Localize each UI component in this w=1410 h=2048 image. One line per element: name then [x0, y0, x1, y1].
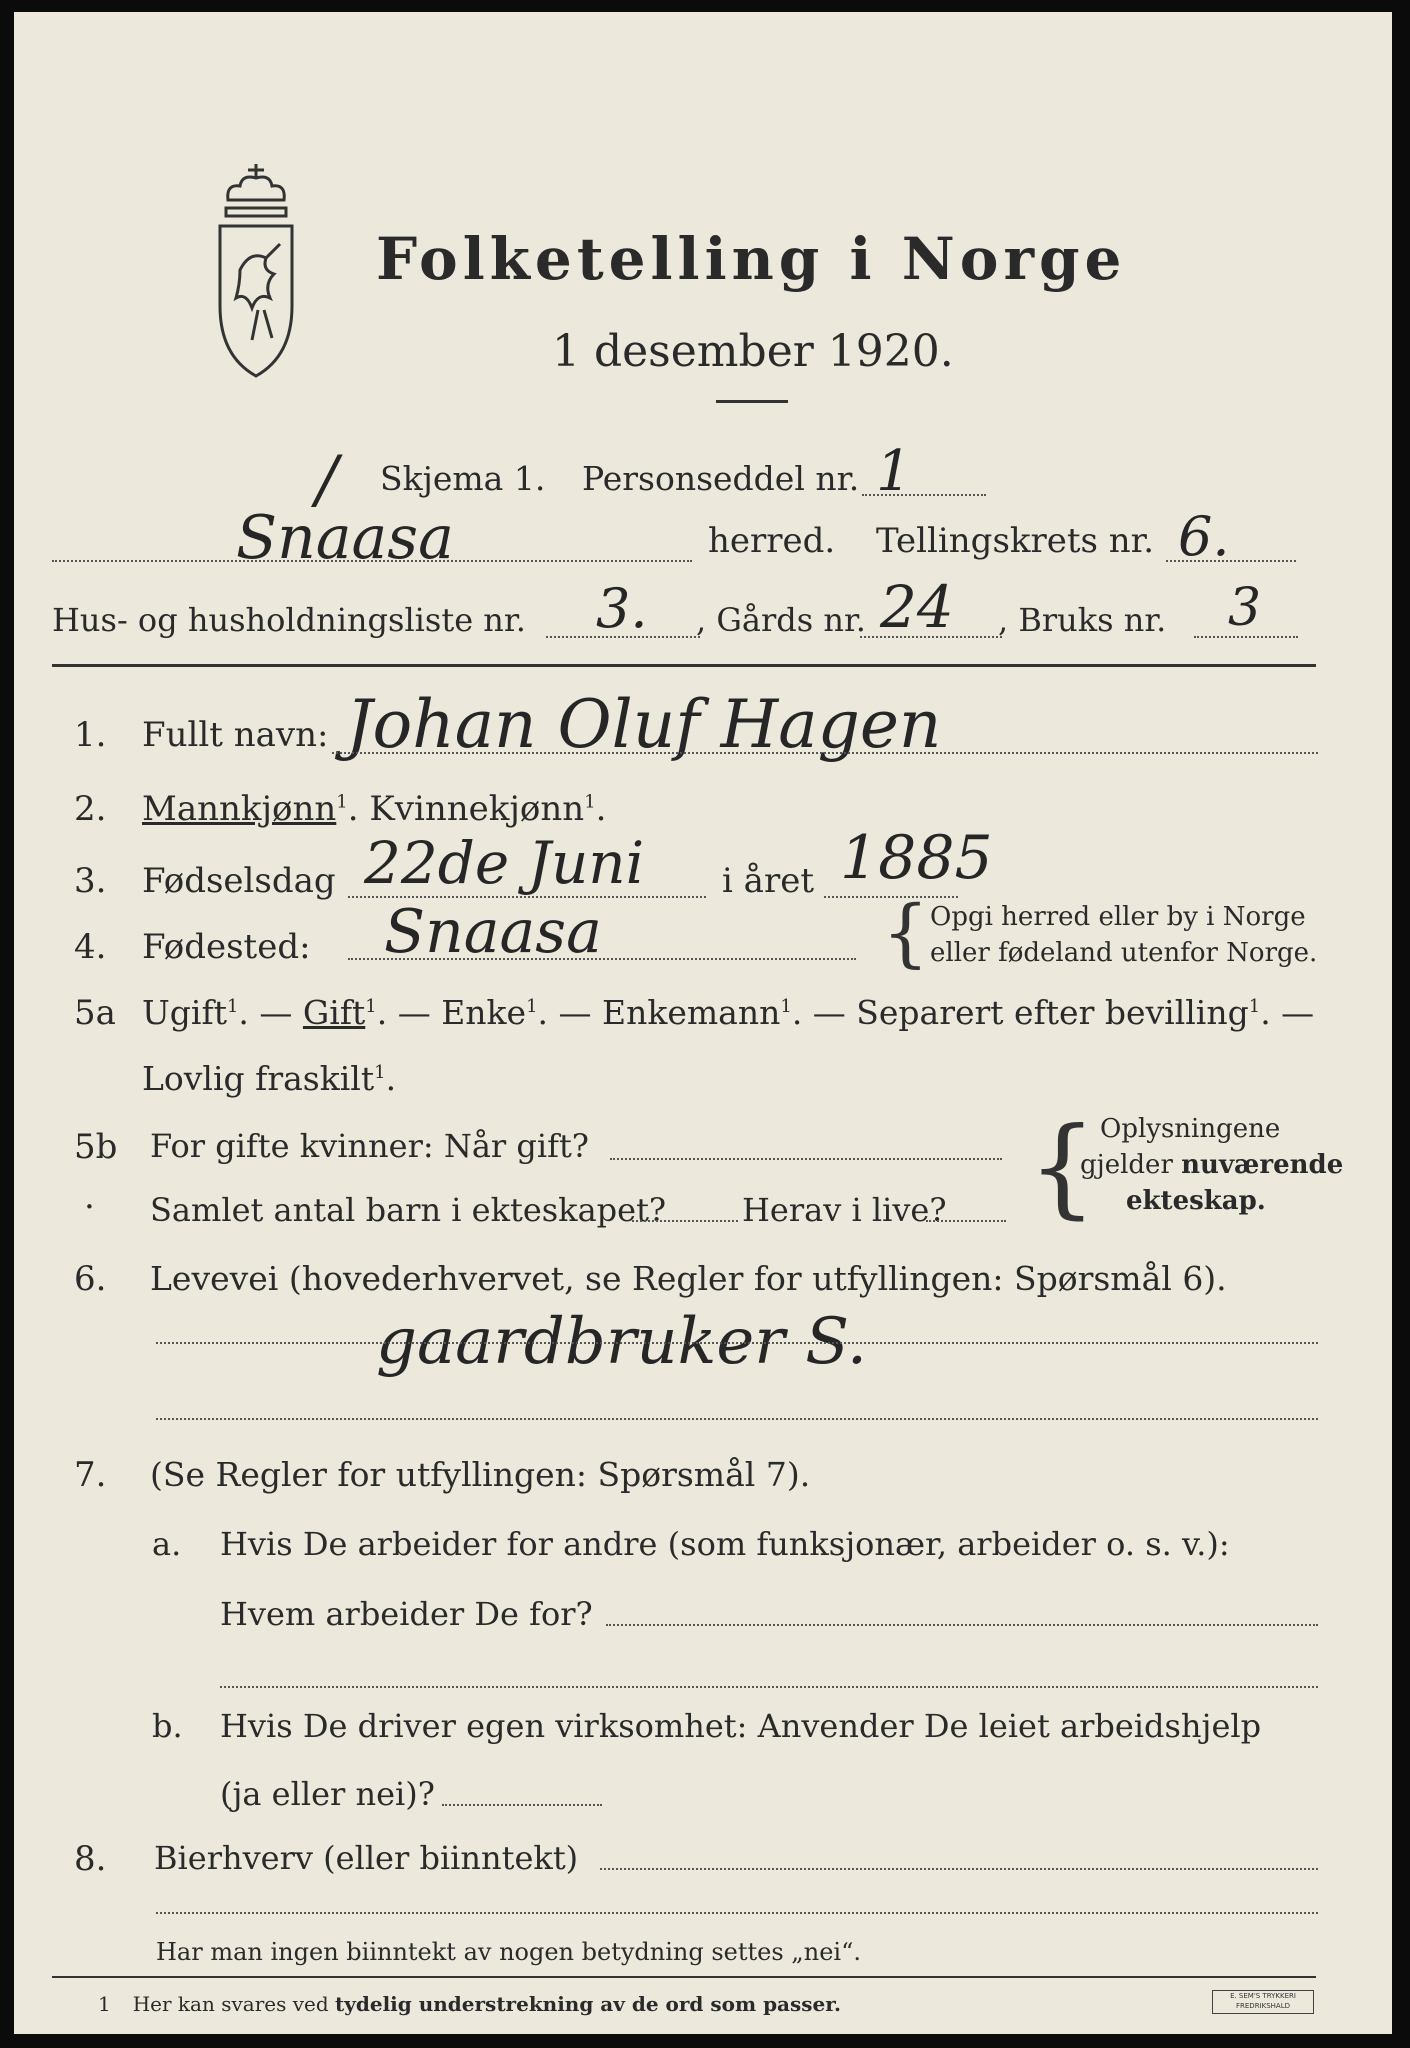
q5a-marital-options: Ugift$^1$. — Gift$^1$. — Enke$^1$. — Enkemann$^1$. — Separert efter bevilling$^1$. — — [142, 993, 1315, 1032]
occupation-value: gaardbruker S. — [376, 1305, 868, 1379]
q3-number: 3. — [74, 861, 107, 901]
personseddel-value: 1 — [876, 439, 912, 504]
q7b-line-2: (ja eller nei)? — [220, 1775, 435, 1813]
q8-number: 8. — [74, 1839, 107, 1879]
q7a-line-2: Hvem arbeider De for? — [220, 1595, 593, 1633]
census-form-sheet: Folketelling i Norge 1 desember 1920. / Skjema 1. Personseddel nr. 1 Snaasa herred. Tellingskrets nr. 6. Hus- og husholdningsliste nr. 3. , Gårds nr. 24 , Bruks nr. 3 1. Fullt navn: Johan Oluf Hagen 2. Mannkjønn$^1$. Kvinnekjønn$^1$. 3. Fødselsdag 22de Juni i året 1885 4. Fødested: Snaasa { Opgi herred eller by i Norge eller fødeland utenfor Norge. 5a Ugift$^1$. — Gift$^1$. — Enke$^1$. — Enkemann$^1$. — Separert efter bevilling$^1$. — Lovlig fraskilt$^1$. 5b For gifte kvinner: Når gift? . Samlet antal barn i ekteskapet? Herav i live? { Oplysningene gjelder nuværende ekteskap. 6. Levevei (hovederhvervet, se Regler for utfyllingen: Spørsmål 6). gaardbruker S. 7. (Se Regler for utfyllingen: Spørsmål 7). a. Hvis De arbeider for andre (som funksjonær, arbeider o. s. v.): Hvem arbeider De for? b. Hvis De driver egen virksomhet: Anvender De leiet arbeidshjelp (ja eller nei)? 8. Bierhverv (eller biinntekt) Har man ingen biinntekt av nogen betydning settes „nei“. 1 Her kan svares ved tydelig understrekning av de ord som passer. E. SEM'S TRYKKERI FREDRIKSHALD — [14, 12, 1392, 2034]
bruks-label: , Bruks nr. — [998, 601, 1167, 639]
q5b-line-1: For gifte kvinner: Når gift? — [150, 1127, 589, 1165]
q5b-line-2a: Samlet antal barn i ekteskapet? — [150, 1191, 667, 1229]
q5a-number: 5a — [74, 993, 116, 1033]
q5b-mark: . — [84, 1177, 95, 1217]
q3-year-label: i året — [722, 861, 814, 901]
q4-note-2: eller fødeland utenfor Norge. — [930, 938, 1318, 968]
norwegian-coat-of-arms-icon — [206, 160, 306, 390]
footer-divider — [52, 1976, 1316, 1978]
q5a-divorced-option: Lovlig fraskilt$^1$. — [142, 1059, 397, 1098]
herred-value: Snaasa — [236, 503, 454, 573]
printer-mark: E. SEM'S TRYKKERI FREDRIKSHALD — [1212, 1990, 1314, 2014]
q7b-line-1: Hvis De driver egen virksomhet: Anvender De leiet arbeidshjelp — [220, 1707, 1262, 1745]
birth-year-value: 1885 — [840, 823, 993, 893]
q1-number: 1. — [74, 715, 107, 755]
header-divider — [52, 664, 1316, 667]
q3-label: Fødselsdag — [142, 861, 336, 901]
q5b-number: 5b — [74, 1127, 118, 1167]
census-date: 1 desember 1920. — [552, 326, 954, 377]
gards-label: , Gårds nr. — [696, 601, 866, 639]
husliste-value: 3. — [596, 577, 648, 640]
q7-number: 7. — [74, 1455, 107, 1495]
male-option: Mannkjønn — [142, 789, 337, 829]
herred-label: herred. — [708, 521, 836, 561]
margin-mark: / — [316, 443, 338, 517]
q4-label: Fødested: — [142, 927, 311, 967]
q5b-note-2: gjelder nuværende — [1080, 1150, 1344, 1180]
q4-number: 4. — [74, 927, 107, 967]
q8-label: Bierhverv (eller biinntekt) — [154, 1839, 579, 1877]
personseddel-label: Personseddel nr. — [582, 459, 860, 498]
full-name-value: Johan Oluf Hagen — [346, 686, 942, 763]
q6-label: Levevei (hovederhvervet, se Regler for utfyllingen: Spørsmål 6). — [150, 1259, 1227, 1298]
husliste-label: Hus- og husholdningsliste nr. — [52, 601, 526, 639]
q7-label: (Se Regler for utfyllingen: Spørsmål 7). — [150, 1455, 811, 1494]
tellingskrets-label: Tellingskrets nr. — [876, 521, 1155, 561]
birthplace-value: Snaasa — [384, 897, 602, 967]
footer-note: Har man ingen biinntekt av nogen betydning settes „nei“. — [156, 1938, 861, 1966]
q7a-number: a. — [152, 1525, 182, 1563]
tellingskrets-value: 6. — [1178, 505, 1230, 568]
q1-label: Fullt navn: — [142, 715, 329, 755]
schema-label: Skjema 1. — [380, 459, 546, 498]
title-divider — [716, 400, 788, 403]
q7a-line-1: Hvis De arbeider for andre (som funksjonær, arbeider o. s. v.): — [220, 1525, 1230, 1563]
birthday-value: 22de Juni — [364, 829, 645, 897]
q2-number: 2. — [74, 789, 107, 829]
q5b-note-3: ekteskap. — [1126, 1186, 1266, 1216]
footnote: 1 Her kan svares ved tydelig understrekning av de ord som passer. — [98, 1992, 841, 2016]
q5b-note-1: Oplysningene — [1100, 1114, 1281, 1144]
bruks-value: 3 — [1228, 578, 1262, 638]
q6-number: 6. — [74, 1259, 107, 1299]
form-title: Folketelling i Norge — [376, 225, 1127, 293]
married-option: Gift — [302, 993, 366, 1032]
gards-value: 24 — [880, 573, 954, 641]
female-option: . Kvinnekjønn — [347, 789, 585, 829]
q7b-number: b. — [152, 1707, 183, 1745]
q5b-line-2b: Herav i live? — [742, 1191, 947, 1229]
q4-note-1: Opgi herred eller by i Norge — [930, 902, 1306, 932]
q2-sex: Mannkjønn$^1$. Kvinnekjønn$^1$. — [142, 789, 607, 829]
